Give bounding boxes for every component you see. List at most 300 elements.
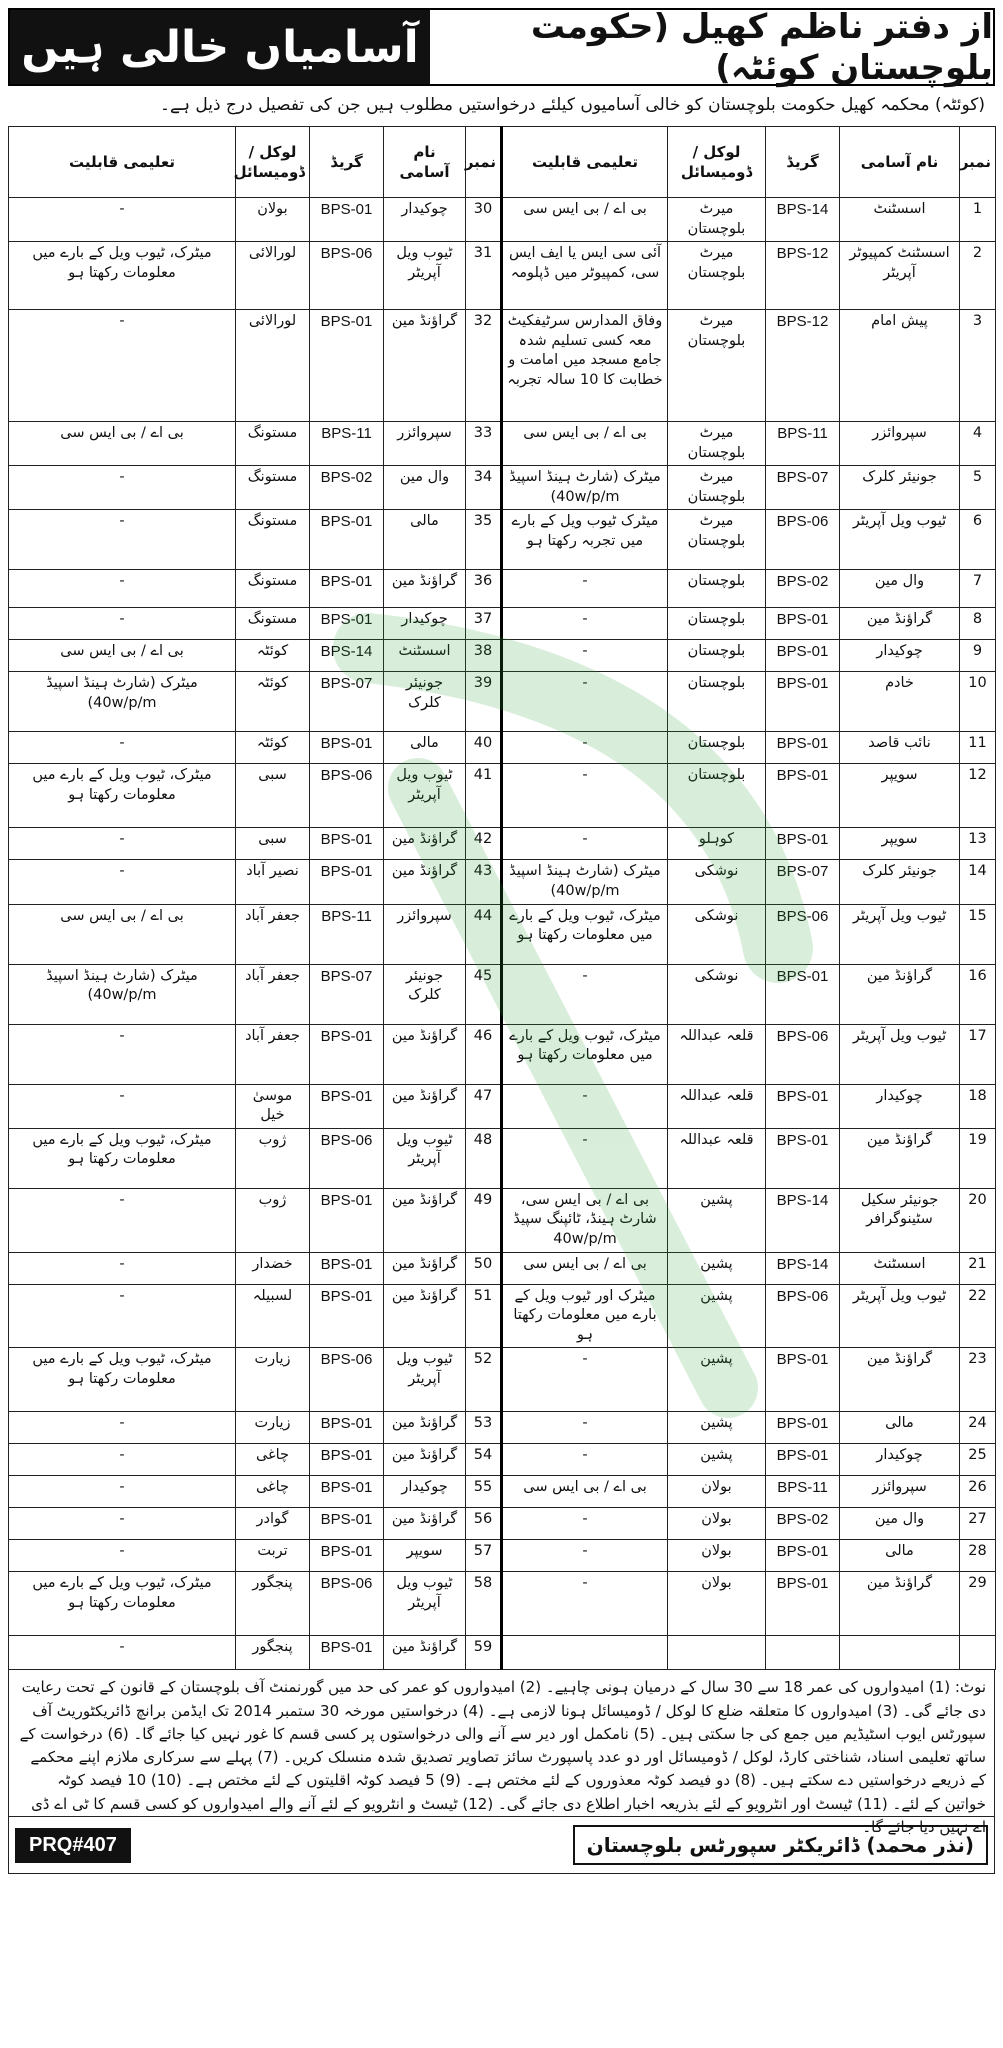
table-row: [9, 1636, 996, 1670]
row-domicile: [668, 1636, 766, 1670]
row-post: مالی: [384, 732, 466, 764]
row-post: اسسٹنٹ: [384, 640, 466, 672]
table-row: [9, 1084, 996, 1128]
row-qualification: بی اے / بی ایس سی: [9, 422, 236, 466]
row-no: 31: [466, 242, 502, 310]
row-post: جونیئر کلرک: [384, 964, 466, 1024]
row-grade: BPS-14: [766, 198, 840, 242]
row-post: چوکیدار: [384, 198, 466, 242]
row-qualification: میٹرک ٹیوب ویل کے بارے میں تجربہ رکھتا ہو: [502, 510, 668, 570]
row-qualification: -: [9, 1476, 236, 1508]
row-post: گراؤنڈ مین: [384, 1508, 466, 1540]
row-post: جونیئر کلرک: [384, 672, 466, 732]
row-post: گراؤنڈ مین: [384, 1188, 466, 1252]
notes: نوٹ: (1) امیدواروں کی عمر 18 سے 30 سال کے درمیان ہونی چاہیے۔ (2) امیدواروں کو عمر کی حد میں گورنمنٹ آف بلوچستان کے قانون کے تحت رعایت دی جائے گی۔ (3) امیدواروں کا متعلقہ ضلع کا لوکل / ڈومیسائل ہونا لازمی ہے۔ (4) درخواستیں مورخہ 30 ستمبر 2014 تک ایڈمن برانچ ڈائریکٹوریٹ آف سپورٹس ایوب اسٹیڈیم میں جمع کی جا سکتی ہیں۔ (5) نامکمل اور دیر سے آنے والی درخواستوں پر کسی قسم کا غور نہیں کیا جائے گا۔ (6) درخواست کے ساتھ تعلیمی اسناد، شناختی کارڈ، لوکل / ڈومیسائل اور دو عدد پاسپورٹ سائز تصاویر تصدیق شدہ منسلک کریں۔ (7) پہلے سے سرکاری ملازم اپنے محکمے کے ذریعے درخواستیں دے سکتے ہیں۔ (8) دو فیصد کوٹہ معذوروں کے لئے مختص ہے۔ (9) 5 فیصد کوٹہ اقلیتوں کے لئے مختص ہے۔ (10) 10 فیصد کوٹہ خواتین کے لئے۔ (11) ٹیسٹ اور انٹرویو کے لئے بذریعہ اخبار اطلاع دی جائے گی۔ (12) ٹیسٹ و انٹرویو کے لئے آنے والے امیدواروں کو کسی قسم کا ٹی اے ڈی اے نہیں دیا جائے گا۔: [8, 1670, 995, 1817]
row-no: 47: [466, 1084, 502, 1128]
row-grade: BPS-01: [310, 1024, 384, 1084]
row-post: مالی: [384, 510, 466, 570]
col-post-2: نام آسامی: [384, 127, 466, 198]
row-post: گراؤنڈ مین: [384, 1444, 466, 1476]
header-office: از دفتر ناظم کھیل (حکومت بلوچستان کوئٹہ): [430, 10, 993, 84]
row-qualification: -: [9, 1188, 236, 1252]
row-post: گراؤنڈ مین: [384, 1636, 466, 1670]
row-domicile: کوہلو: [668, 828, 766, 860]
row-no: 3: [960, 310, 996, 422]
row-qualification: -: [9, 1024, 236, 1084]
col-domicile: لوکل / ڈومیسائل: [668, 127, 766, 198]
row-post: گراؤنڈ مین: [840, 1572, 960, 1636]
row-grade: BPS-01: [310, 1508, 384, 1540]
vacancy-table: [8, 126, 996, 1670]
row-post: نائب قاصد: [840, 732, 960, 764]
row-no: 11: [960, 732, 996, 764]
row-domicile: قلعہ عبداللہ: [668, 1084, 766, 1128]
row-no: 5: [960, 466, 996, 510]
row-grade: BPS-01: [766, 1412, 840, 1444]
row-no: 51: [466, 1284, 502, 1348]
row-grade: BPS-06: [310, 1348, 384, 1412]
row-no: 26: [960, 1476, 996, 1508]
table-row: [9, 732, 996, 764]
row-post: گراؤنڈ مین: [384, 1412, 466, 1444]
row-post: چوکیدار: [840, 640, 960, 672]
row-qualification: میٹرک (شارٹ ہینڈ اسپیڈ 40w/p/m): [502, 860, 668, 904]
table-row: [9, 242, 996, 310]
row-grade: BPS-01: [310, 1188, 384, 1252]
row-post: ٹیوب ویل آپریٹر: [840, 1284, 960, 1348]
row-domicile: نوشکی: [668, 964, 766, 1024]
row-post: خادم: [840, 672, 960, 732]
table-row: [9, 422, 996, 466]
row-no: 55: [466, 1476, 502, 1508]
row-no: 22: [960, 1284, 996, 1348]
row-post: جونیئر کلرک: [840, 860, 960, 904]
row-qualification: [502, 1636, 668, 1670]
row-post: گراؤنڈ مین: [384, 1024, 466, 1084]
row-domicile: لسبیلہ: [236, 1284, 310, 1348]
row-domicile: موسیٰ خیل: [236, 1084, 310, 1128]
row-qualification: میٹرک (شارٹ ہینڈ اسپیڈ 40w/p/m): [9, 964, 236, 1024]
row-domicile: لورالائی: [236, 242, 310, 310]
row-no: 36: [466, 570, 502, 608]
row-post: گراؤنڈ مین: [384, 1284, 466, 1348]
row-post: وال مین: [840, 570, 960, 608]
row-domicile: زیارت: [236, 1348, 310, 1412]
row-post: وال مین: [840, 1508, 960, 1540]
row-domicile: تربت: [236, 1540, 310, 1572]
row-qualification: میٹرک (شارٹ ہینڈ اسپیڈ 40w/p/m): [9, 672, 236, 732]
row-grade: BPS-01: [310, 608, 384, 640]
col-no: نمبر: [960, 127, 996, 198]
table-row: [9, 1284, 996, 1348]
row-domicile: خضدار: [236, 1252, 310, 1284]
row-grade: BPS-06: [766, 1024, 840, 1084]
row-grade: BPS-07: [310, 672, 384, 732]
row-post: گراؤنڈ مین: [384, 570, 466, 608]
row-no: 35: [466, 510, 502, 570]
row-domicile: بلوچستان: [668, 764, 766, 828]
row-post: مالی: [840, 1412, 960, 1444]
row-qualification: -: [9, 860, 236, 904]
row-no: 58: [466, 1572, 502, 1636]
row-grade: BPS-01: [766, 1348, 840, 1412]
row-no: 27: [960, 1508, 996, 1540]
row-qualification: بی اے / بی ایس سی: [502, 1252, 668, 1284]
row-grade: BPS-06: [310, 242, 384, 310]
row-domicile: بولان: [668, 1508, 766, 1540]
table-header-row: [9, 127, 996, 198]
row-domicile: میرٹ بلوچستان: [668, 242, 766, 310]
row-no: 9: [960, 640, 996, 672]
row-no: 56: [466, 1508, 502, 1540]
row-no: 50: [466, 1252, 502, 1284]
row-domicile: پشین: [668, 1444, 766, 1476]
row-grade: BPS-06: [310, 1128, 384, 1188]
table-row: [9, 1128, 996, 1188]
row-post: اسسٹنٹ: [840, 1252, 960, 1284]
footer: [8, 1817, 995, 1874]
row-no: 12: [960, 764, 996, 828]
row-qualification: میٹرک، ٹیوب ویل کے بارے میں معلومات رکھتا ہو: [9, 764, 236, 828]
row-no: 7: [960, 570, 996, 608]
row-domicile: پشین: [668, 1412, 766, 1444]
row-qualification: بی اے / بی ایس سی: [502, 1476, 668, 1508]
row-no: 8: [960, 608, 996, 640]
row-domicile: جعفر آباد: [236, 1024, 310, 1084]
row-post: گراؤنڈ مین: [840, 964, 960, 1024]
table-row: [9, 310, 996, 422]
row-post: اسسٹنٹ کمپیوٹر آپریٹر: [840, 242, 960, 310]
table-row: [9, 198, 996, 242]
row-post: ٹیوب ویل آپریٹر: [840, 510, 960, 570]
row-no: 23: [960, 1348, 996, 1412]
row-post: سویپر: [840, 828, 960, 860]
row-grade: BPS-02: [310, 466, 384, 510]
row-qualification: وفاق المدارس سرٹیفکیٹ معہ کسی تسلیم شدہ جامع مسجد میں امامت و خطابت کا 10 سالہ تجربہ: [502, 310, 668, 422]
table-row: [9, 640, 996, 672]
row-post: چوکیدار: [840, 1444, 960, 1476]
row-no: 32: [466, 310, 502, 422]
row-qualification: -: [9, 828, 236, 860]
row-qualification: میٹرک، ٹیوب ویل کے بارے میں معلومات رکھتا ہو: [502, 1024, 668, 1084]
row-post: گراؤنڈ مین: [840, 1128, 960, 1188]
row-grade: BPS-01: [766, 1572, 840, 1636]
row-post: ٹیوب ویل آپریٹر: [384, 1128, 466, 1188]
row-grade: BPS-01: [310, 1444, 384, 1476]
row-qualification: -: [502, 964, 668, 1024]
table-row: [9, 608, 996, 640]
row-post: گراؤنڈ مین: [384, 860, 466, 904]
row-grade: BPS-06: [766, 904, 840, 964]
row-grade: BPS-01: [766, 964, 840, 1024]
row-post: سپروائزر: [840, 1476, 960, 1508]
row-qualification: بی اے / بی ایس سی: [9, 640, 236, 672]
row-grade: BPS-07: [766, 466, 840, 510]
row-domicile: میرٹ بلوچستان: [668, 198, 766, 242]
row-grade: BPS-01: [310, 732, 384, 764]
row-qualification: آئی سی ایس یا ایف ایس سی، کمپیوٹر میں ڈپلومہ: [502, 242, 668, 310]
row-qualification: -: [502, 1128, 668, 1188]
row-qualification: -: [9, 1508, 236, 1540]
row-grade: BPS-14: [766, 1252, 840, 1284]
row-grade: BPS-01: [766, 608, 840, 640]
row-grade: BPS-11: [766, 1476, 840, 1508]
row-grade: BPS-01: [310, 828, 384, 860]
header: [8, 8, 995, 86]
row-post: چوکیدار: [840, 1084, 960, 1128]
row-qualification: -: [9, 198, 236, 242]
row-domicile: مستونگ: [236, 510, 310, 570]
col-grade: گریڈ: [766, 127, 840, 198]
row-no: 2: [960, 242, 996, 310]
row-grade: BPS-11: [310, 422, 384, 466]
row-grade: BPS-06: [766, 510, 840, 570]
row-post: پیش امام: [840, 310, 960, 422]
row-no: 1: [960, 198, 996, 242]
row-domicile: نصیر آباد: [236, 860, 310, 904]
row-grade: BPS-01: [310, 310, 384, 422]
row-no: 39: [466, 672, 502, 732]
row-domicile: مستونگ: [236, 466, 310, 510]
row-no: 17: [960, 1024, 996, 1084]
row-no: 34: [466, 466, 502, 510]
table-row: [9, 764, 996, 828]
row-no: 53: [466, 1412, 502, 1444]
table-row: [9, 466, 996, 510]
row-domicile: بلوچستان: [668, 640, 766, 672]
row-domicile: بولان: [236, 198, 310, 242]
row-grade: BPS-01: [766, 1084, 840, 1128]
table-row: [9, 828, 996, 860]
row-domicile: چاغی: [236, 1476, 310, 1508]
row-no: 57: [466, 1540, 502, 1572]
row-post: گراؤنڈ مین: [384, 1252, 466, 1284]
row-no: 33: [466, 422, 502, 466]
row-qualification: -: [502, 570, 668, 608]
table-row: [9, 1572, 996, 1636]
row-domicile: بولان: [668, 1572, 766, 1636]
row-qualification: بی اے / بی ایس سی: [502, 198, 668, 242]
row-no: 44: [466, 904, 502, 964]
row-domicile: کوئٹہ: [236, 640, 310, 672]
table-row: [9, 860, 996, 904]
row-grade: BPS-01: [310, 510, 384, 570]
row-post: چوکیدار: [384, 1476, 466, 1508]
row-qualification: میٹرک (شارٹ ہینڈ اسپیڈ 40w/p/m): [502, 466, 668, 510]
table-row: [9, 1476, 996, 1508]
row-post: گراؤنڈ مین: [840, 608, 960, 640]
row-post: چوکیدار: [384, 608, 466, 640]
row-qualification: -: [9, 1540, 236, 1572]
row-no: 41: [466, 764, 502, 828]
row-domicile: زیارت: [236, 1412, 310, 1444]
col-no-2: نمبر: [466, 127, 502, 198]
row-no: 40: [466, 732, 502, 764]
signature: (نذر محمد) ڈائریکٹر سپورٹس بلوچستان: [573, 1825, 988, 1865]
row-qualification: -: [502, 1348, 668, 1412]
row-grade: BPS-01: [766, 640, 840, 672]
row-grade: BPS-01: [310, 860, 384, 904]
row-grade: BPS-01: [766, 764, 840, 828]
ad-code: PRQ#407: [15, 1828, 131, 1863]
row-domicile: قلعہ عبداللہ: [668, 1128, 766, 1188]
row-grade: BPS-01: [310, 1284, 384, 1348]
row-domicile: بلوچستان: [668, 570, 766, 608]
row-no: 42: [466, 828, 502, 860]
row-post: [840, 1636, 960, 1670]
row-qualification: میٹرک اور ٹیوب ویل کے بارے میں معلومات رکھتا ہو: [502, 1284, 668, 1348]
row-qualification: -: [502, 1572, 668, 1636]
row-qualification: -: [9, 310, 236, 422]
table-row: [9, 1412, 996, 1444]
row-domicile: جعفر آباد: [236, 904, 310, 964]
row-no: 19: [960, 1128, 996, 1188]
row-grade: BPS-01: [766, 672, 840, 732]
row-grade: BPS-01: [310, 1084, 384, 1128]
row-domicile: بلوچستان: [668, 608, 766, 640]
col-domicile-2: لوکل / ڈومیسائل: [236, 127, 310, 198]
row-no: [960, 1636, 996, 1670]
row-post: ٹیوب ویل آپریٹر: [840, 1024, 960, 1084]
row-qualification: -: [502, 732, 668, 764]
row-post: ٹیوب ویل آپریٹر: [384, 1572, 466, 1636]
row-domicile: نوشکی: [668, 904, 766, 964]
row-no: 6: [960, 510, 996, 570]
row-post: گراؤنڈ مین: [384, 310, 466, 422]
row-domicile: میرٹ بلوچستان: [668, 422, 766, 466]
row-grade: BPS-01: [310, 1476, 384, 1508]
row-post: سپروائزر: [384, 422, 466, 466]
row-qualification: -: [9, 1444, 236, 1476]
row-domicile: پنجگور: [236, 1572, 310, 1636]
row-qualification: -: [9, 1084, 236, 1128]
row-post: گراؤنڈ مین: [384, 1084, 466, 1128]
row-no: 16: [960, 964, 996, 1024]
row-grade: BPS-01: [310, 198, 384, 242]
row-post: ٹیوب ویل آپریٹر: [384, 242, 466, 310]
table-row: [9, 510, 996, 570]
row-domicile: لورالائی: [236, 310, 310, 422]
intro-text: (کوئٹہ) محکمہ کھیل حکومت بلوچستان کو خالی آسامیوں کیلئے درخواستیں مطلوب ہیں جن کی تفصیل درج ذیل ہے۔: [160, 95, 985, 115]
row-grade: BPS-07: [310, 964, 384, 1024]
row-grade: BPS-01: [310, 1636, 384, 1670]
row-domicile: بلوچستان: [668, 672, 766, 732]
row-domicile: میرٹ بلوچستان: [668, 510, 766, 570]
row-domicile: کوئٹہ: [236, 732, 310, 764]
row-no: 25: [960, 1444, 996, 1476]
col-grade-2: گریڈ: [310, 127, 384, 198]
row-grade: BPS-01: [310, 1412, 384, 1444]
row-qualification: بی اے / بی ایس سی: [9, 904, 236, 964]
table-row: [9, 1024, 996, 1084]
row-no: 37: [466, 608, 502, 640]
advertisement-page: [8, 8, 995, 2040]
col-qualification: تعلیمی قابلیت: [502, 127, 668, 198]
row-grade: BPS-06: [310, 764, 384, 828]
row-qualification: -: [502, 1508, 668, 1540]
row-post: ٹیوب ویل آپریٹر: [384, 1348, 466, 1412]
row-post: سویپر: [840, 764, 960, 828]
row-qualification: -: [9, 608, 236, 640]
table-row: [9, 672, 996, 732]
row-qualification: -: [502, 608, 668, 640]
row-no: 10: [960, 672, 996, 732]
row-no: 13: [960, 828, 996, 860]
row-post: گراؤنڈ مین: [384, 828, 466, 860]
row-grade: BPS-01: [310, 570, 384, 608]
row-qualification: میٹرک، ٹیوب ویل کے بارے میں معلومات رکھتا ہو: [9, 242, 236, 310]
row-qualification: -: [9, 1412, 236, 1444]
row-post: اسسٹنٹ: [840, 198, 960, 242]
row-qualification: -: [502, 828, 668, 860]
row-qualification: میٹرک، ٹیوب ویل کے بارے میں معلومات رکھتا ہو: [9, 1572, 236, 1636]
row-qualification: -: [9, 732, 236, 764]
header-title: آسامیاں خالی ہیں: [10, 10, 430, 84]
row-qualification: -: [9, 510, 236, 570]
row-qualification: -: [502, 672, 668, 732]
row-no: 46: [466, 1024, 502, 1084]
row-domicile: گوادر: [236, 1508, 310, 1540]
table-row: [9, 1188, 996, 1252]
row-no: 4: [960, 422, 996, 466]
row-domicile: پشین: [668, 1284, 766, 1348]
row-no: 15: [960, 904, 996, 964]
row-domicile: ژوب: [236, 1128, 310, 1188]
row-grade: BPS-14: [766, 1188, 840, 1252]
row-domicile: چاغی: [236, 1444, 310, 1476]
row-grade: BPS-01: [766, 1128, 840, 1188]
row-domicile: جعفر آباد: [236, 964, 310, 1024]
row-domicile: ژوب: [236, 1188, 310, 1252]
row-grade: BPS-11: [766, 422, 840, 466]
row-post: جونیئر کلرک: [840, 466, 960, 510]
row-post: ٹیوب ویل آپریٹر: [384, 764, 466, 828]
row-qualification: میٹرک، ٹیوب ویل کے بارے میں معلومات رکھتا ہو: [9, 1348, 236, 1412]
row-domicile: مستونگ: [236, 570, 310, 608]
row-grade: BPS-01: [310, 1540, 384, 1572]
row-grade: BPS-01: [310, 1252, 384, 1284]
row-post: وال مین: [384, 466, 466, 510]
row-qualification: -: [9, 1636, 236, 1670]
row-grade: BPS-14: [310, 640, 384, 672]
row-no: 45: [466, 964, 502, 1024]
row-qualification: بی اے / بی ایس سی: [502, 422, 668, 466]
table-row: [9, 1252, 996, 1284]
row-domicile: میرٹ بلوچستان: [668, 466, 766, 510]
row-qualification: -: [9, 570, 236, 608]
row-qualification: -: [502, 1084, 668, 1128]
row-qualification: -: [9, 466, 236, 510]
table-row: [9, 904, 996, 964]
row-domicile: بلوچستان: [668, 732, 766, 764]
row-no: 21: [960, 1252, 996, 1284]
row-no: 29: [960, 1572, 996, 1636]
row-qualification: -: [502, 1444, 668, 1476]
row-post: سویپر: [384, 1540, 466, 1572]
row-qualification: -: [502, 764, 668, 828]
row-domicile: مستونگ: [236, 608, 310, 640]
row-post: ٹیوب ویل آپریٹر: [840, 904, 960, 964]
row-qualification: -: [9, 1252, 236, 1284]
row-domicile: بولان: [668, 1476, 766, 1508]
row-grade: BPS-01: [766, 1540, 840, 1572]
row-no: 28: [960, 1540, 996, 1572]
row-no: 18: [960, 1084, 996, 1128]
row-no: 20: [960, 1188, 996, 1252]
row-domicile: نوشکی: [668, 860, 766, 904]
row-grade: BPS-07: [766, 860, 840, 904]
row-qualification: میٹرک، ٹیوب ویل کے بارے میں معلومات رکھتا ہو: [502, 904, 668, 964]
